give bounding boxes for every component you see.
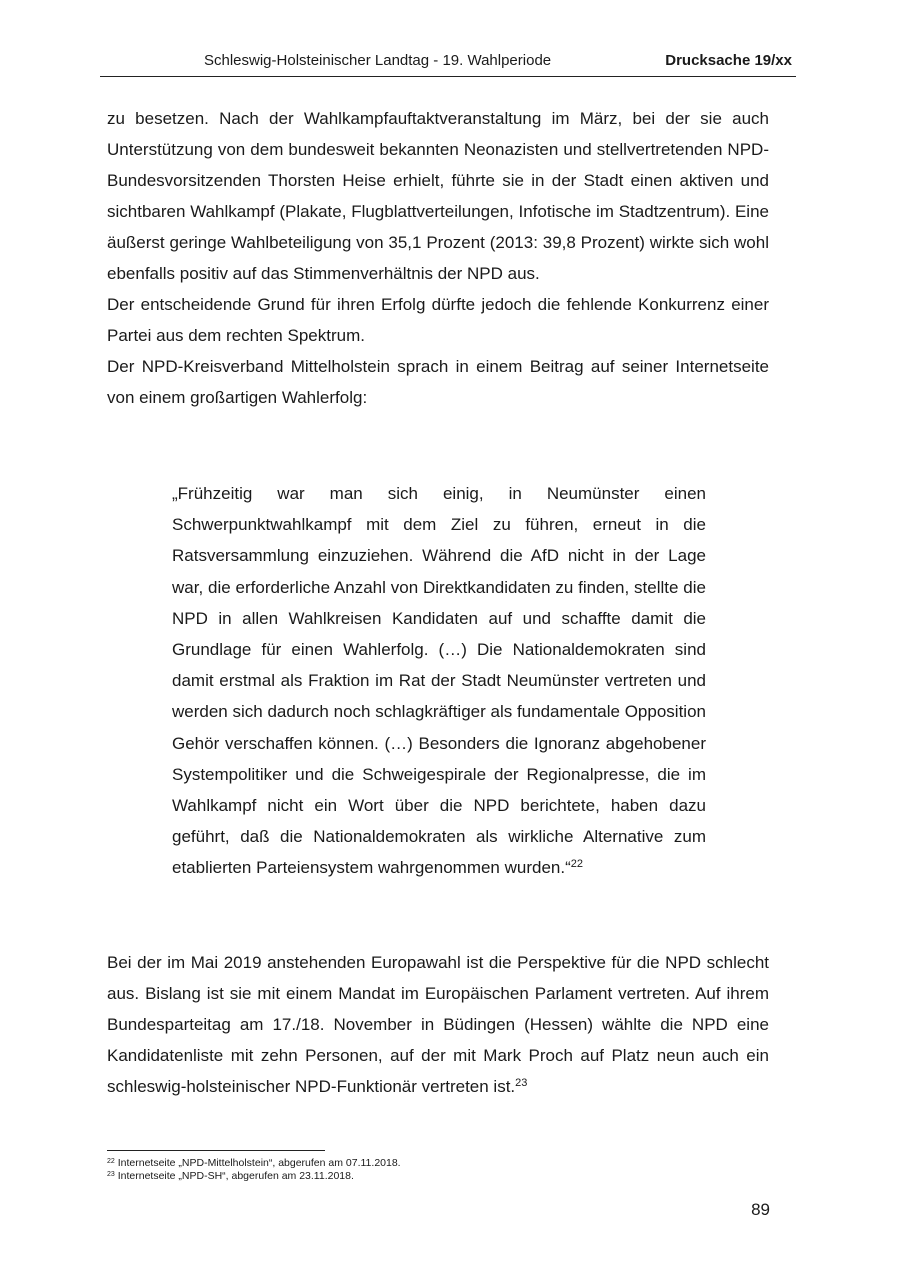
header-title: Schleswig-Holsteinischer Landtag - 19. Wahlperiode [204,52,552,69]
footnote-ref[interactable]: 23 [515,1077,528,1089]
footnote-separator [107,1150,325,1151]
block-quote [172,478,706,884]
footnote-number: 22 [107,1158,115,1165]
footnote-text: Internetseite „NPD-SH“, abgerufen am 23.11.2018. [117,1170,354,1182]
footnote [107,1170,401,1183]
paragraph: zu besetzen. Nach der Wahlkampfauftaktveranstaltung im März, bei der sie auch Unterstützung von dem bundesweit bekannten Neonazisten und stellvertretenden NPD-Bundesvorsitzenden Thorsten Heise erhielt, führte sie in der Stadt einen aktiven und sichtbaren Wahlkampf (Plakate, Flugblattverteilungen, Infotische im Stadtzentrum). Eine äußerst geringe Wahlbeteiligung von 35,1 Prozent (2013: 39,8 Prozent) wirkte sich wohl ebenfalls positiv auf das Stimmenverhältnis der NPD aus. [107,109,769,283]
footnotes [107,1157,401,1183]
footnote-text: Internetseite „NPD-Mittelholstein“, abgerufen am 07.11.2018. [117,1157,401,1169]
paragraph: Der NPD-Kreisverband Mittelholstein sprach in einem Beitrag auf seiner Internetseite von einem großartigen Wahlerfolg: [107,357,769,407]
header-doc-number: Drucksache 19/xx [665,52,792,69]
page-header [100,50,796,77]
quote-text: „Frühzeitig war man sich einig, in Neumünster einen Schwerpunktwahlkampf mit dem Ziel zu führen, erneut in die Ratsversammlung einzuziehen. Während die AfD nicht in der Lage war, die erforderliche Anzahl von Direktkandidaten zu finden, stellte die NPD in allen Wahlkreisen Kandidaten auf und schaffte damit die Grundlage für einen Wahlerfolg. (…) Die Nationaldemokraten sind damit erstmal als Fraktion im Rat der Stadt Neumünster vertreten und werden sich dadurch noch schlagkräftiger als fundamentale Opposition Gehör verschaffen können. (…) Besonders die Ignoranz abgehobener Systempolitiker und die Schweigespirale der Regionalpresse, die im Wahlkampf nicht ein Wort über die NPD berichtete, haben dazu geführt, daß die Nationaldemokraten als wirkliche Alternative zum etablierten Parteiensystem wahrgenommen wurden.“ [172,484,706,878]
paragraph: Der entscheidende Grund für ihren Erfolg dürfte jedoch die fehlende Konkurrenz einer Partei aus dem rechten Spektrum. [107,295,769,345]
body-text-lower [107,947,769,1102]
page-number: 89 [751,1200,770,1219]
footnote [107,1157,401,1170]
paragraph: Bei der im Mai 2019 anstehenden Europawahl ist die Perspektive für die NPD schlecht aus. Bislang ist sie mit einem Mandat im Europäischen Parlament vertreten. Auf ihrem Bundesparteitag am 17./18. November in Büdingen (Hessen) wählte die NPD eine Kandidatenliste mit zehn Personen, auf der mit Mark Proch auf Platz neun auch ein schleswig-holsteinischer NPD-Funktionär vertreten ist. [107,953,769,1096]
footnote-ref[interactable]: 22 [570,858,584,871]
footnote-number: 23 [107,1171,115,1178]
body-text-upper [107,103,769,413]
